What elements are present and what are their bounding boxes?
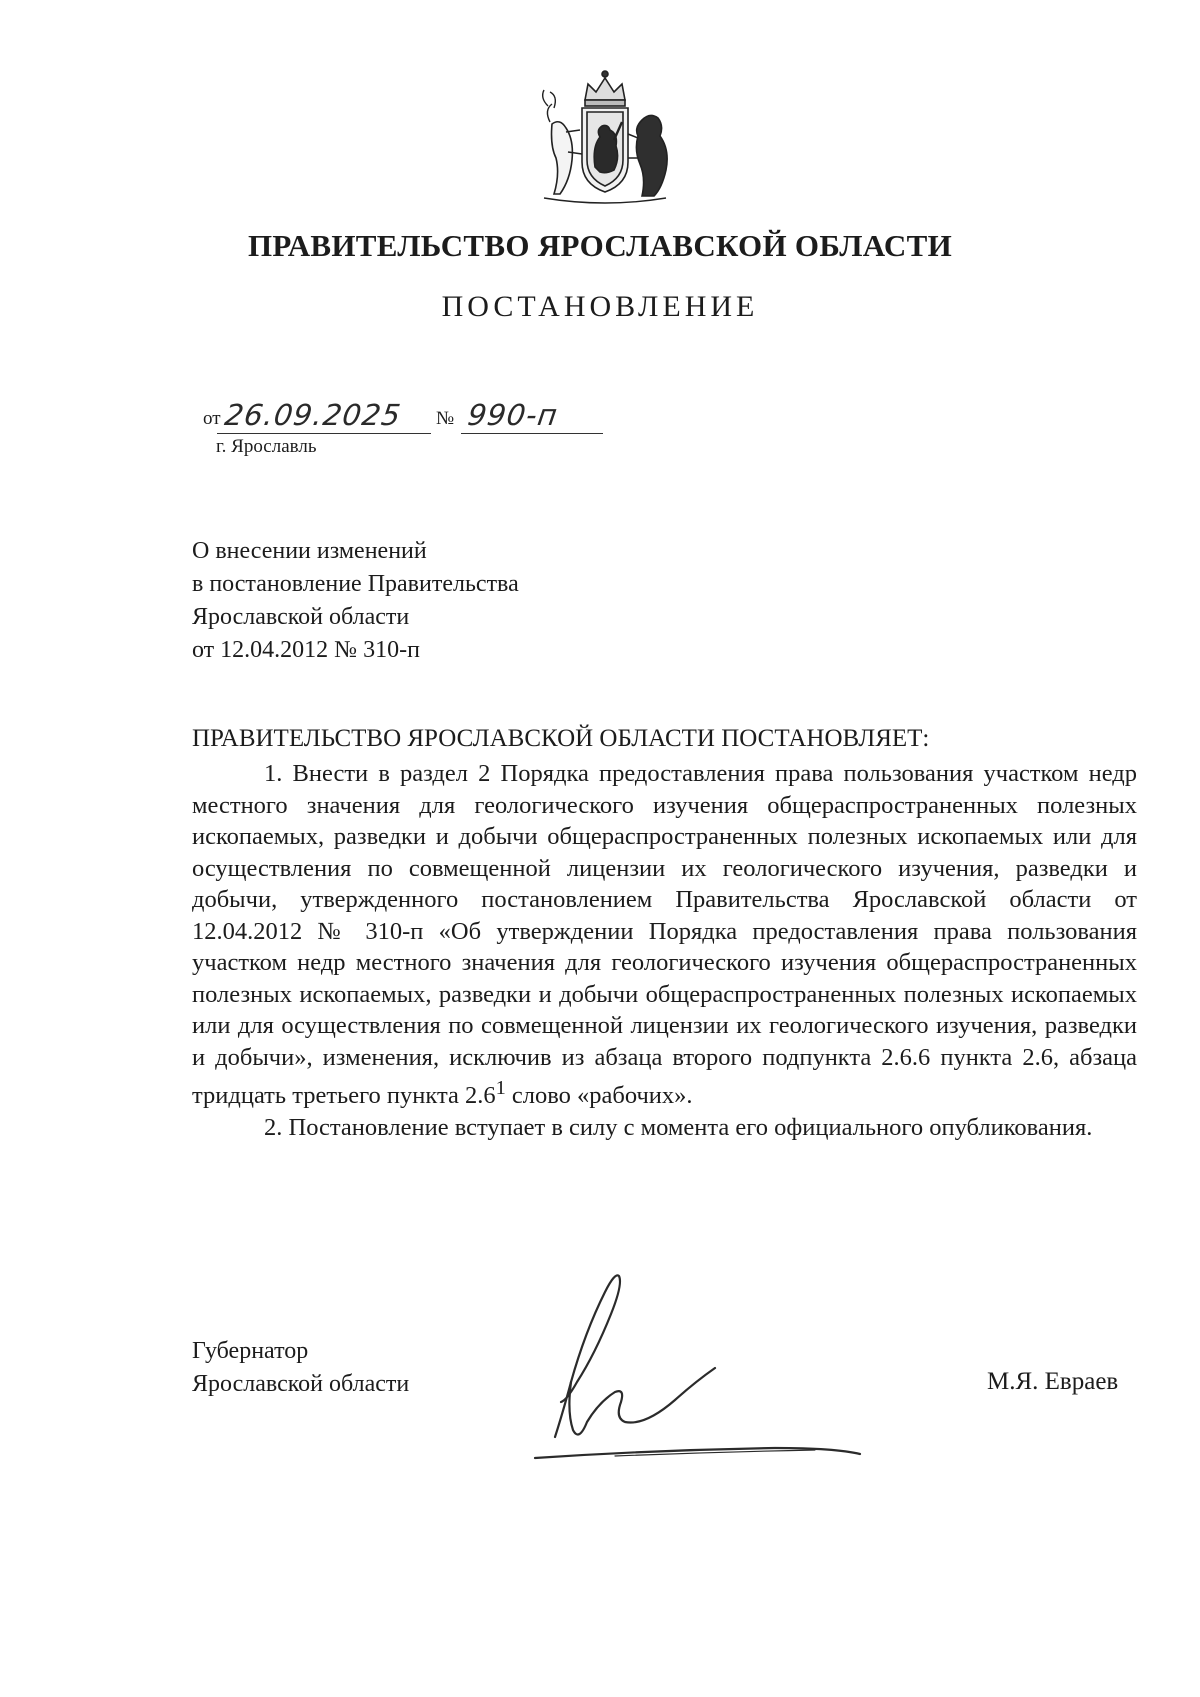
government-title: ПРАВИТЕЛЬСТВО ЯРОСЛАВСКОЙ ОБЛАСТИ <box>248 228 952 263</box>
yaroslavl-oblast-coat-of-arms-icon <box>530 62 680 212</box>
document-type: ПОСТАНОВЛЕНИЕ <box>441 290 759 323</box>
preamble: ПРАВИТЕЛЬСТВО ЯРОСЛАВСКОЙ ОБЛАСТИ ПОСТАНОВЛЯЕТ: <box>192 725 930 752</box>
subject-line: О внесении изменений <box>192 538 427 564</box>
item-1-text: 1. Внести в раздел 2 Порядка предоставления права пользования участком недр местного значения для геологического изучения общераспространенных полезных ископаемых, разведки и добычи общераспространенных полезных ископаемых или для осуществления по совмещенной лицензии их геологического изучения, разведки и добычи, утвержденного постановлением Правительства Ярославской области от 12.04.2012 № 310-п «Об утверждении Порядка предоставления права пользования участком недр местного значения для геологического изучения общераспространенных полезных ископаемых, разведки и добычи общераспространенных полезных ископаемых или для осуществления по совмещенной лицензии их геологического изучения, разведки и добычи», изменения, исключив из абзаца второго подпункта 2.6.6 пункта 2.6, абзаца тридцать третьего пункта 2.6 <box>192 760 1137 1110</box>
number-prefix: № <box>436 408 455 429</box>
signer-name: М.Я. Евраев <box>987 1368 1119 1395</box>
subject-block <box>192 535 792 667</box>
handwritten-number: 990-п <box>465 398 561 432</box>
position-line: Губернатор <box>192 1338 309 1364</box>
subject-line: в постановление Правительства <box>192 571 519 597</box>
resolution-body <box>192 758 1137 1143</box>
city: г. Ярославль <box>216 436 317 457</box>
handwritten-signature-icon <box>515 1262 915 1472</box>
registration-line <box>203 390 683 438</box>
number-underline <box>461 433 603 434</box>
item-1-ending: слово «рабочих». <box>505 1082 693 1110</box>
date-prefix: от <box>203 408 221 429</box>
item-1 <box>192 758 1137 1112</box>
signer-position <box>192 1335 409 1401</box>
handwritten-date: 26.09.2025 <box>222 398 404 432</box>
date-underline <box>217 433 431 434</box>
item-2: 2. Постановление вступает в силу с момента его официального опубликования. <box>264 1113 1093 1141</box>
subject-line: от 12.04.2012 № 310-п <box>192 637 420 663</box>
subject-line: Ярославской области <box>192 604 410 630</box>
item-1-superscript: 1 <box>495 1077 506 1099</box>
position-line: Ярославской области <box>192 1371 410 1397</box>
